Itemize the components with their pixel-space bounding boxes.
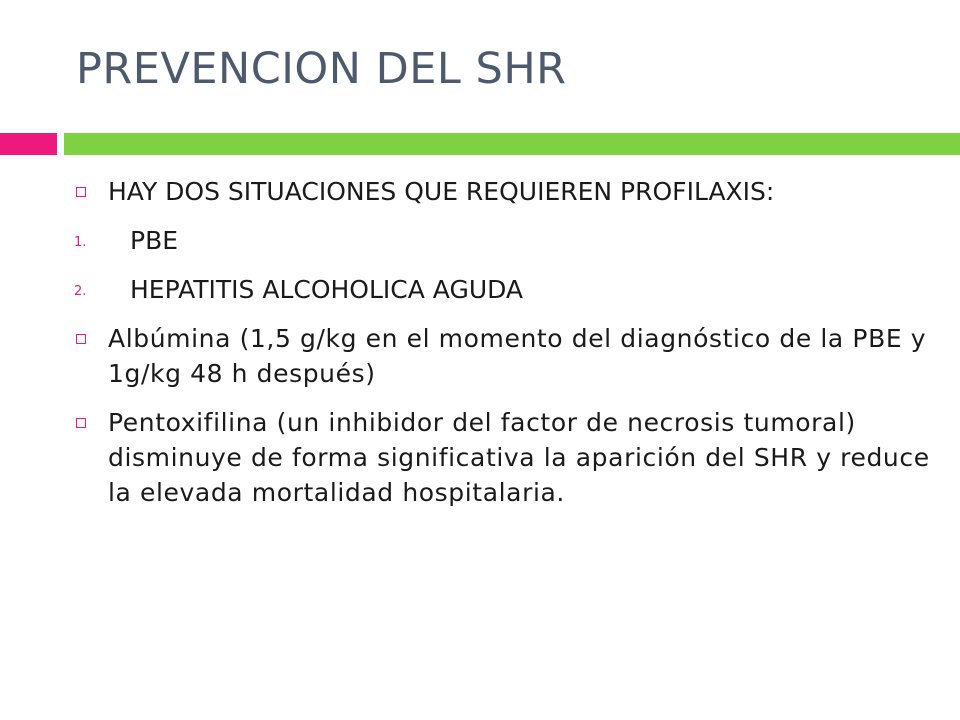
square-bullet-icon bbox=[76, 418, 86, 428]
bullet-item-pentoxifilina bbox=[74, 405, 934, 510]
numbered-text: HEPATITIS ALCOHOLICA AGUDA bbox=[130, 275, 524, 304]
numbered-text: PBE bbox=[130, 226, 179, 255]
bullet-text: Albúmina (1,5 g/kg en el momento del diagnóstico de la PBE y 1g/kg 48 h después) bbox=[108, 324, 927, 388]
bullet-item-prophylaxis bbox=[74, 174, 934, 209]
numbered-item-pbe bbox=[74, 223, 934, 258]
pink-accent-bar bbox=[0, 133, 57, 155]
square-bullet-icon bbox=[76, 187, 86, 197]
slide-title: PREVENCION DEL SHR bbox=[76, 44, 567, 94]
bullet-text: HAY DOS SITUACIONES QUE REQUIEREN PROFILAXIS: bbox=[108, 177, 775, 206]
green-accent-bar bbox=[64, 133, 960, 155]
item-number: 2. bbox=[74, 284, 87, 299]
item-number: 1. bbox=[74, 235, 87, 250]
bullet-item-albumina bbox=[74, 321, 934, 391]
square-bullet-icon bbox=[76, 334, 86, 344]
slide-content bbox=[74, 174, 934, 524]
bullet-text: Pentoxifilina (un inhibidor del factor de necrosis tumoral) disminuye de forma significativa la aparición del SHR y reduce la elevada mortalidad hospitalaria. bbox=[108, 408, 930, 507]
numbered-item-hepatitis bbox=[74, 272, 934, 307]
